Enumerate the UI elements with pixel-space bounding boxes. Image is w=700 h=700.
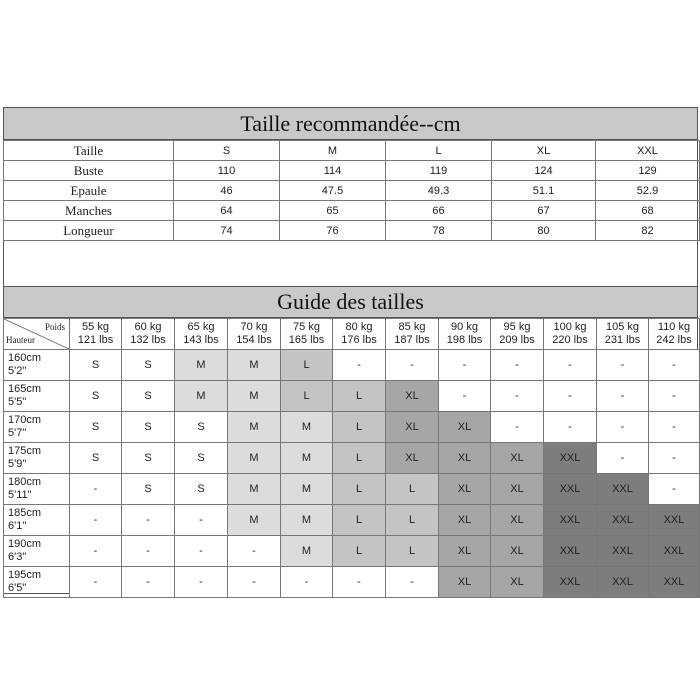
weight-kg: 110 kg	[657, 321, 691, 333]
weight-kg: 70 kg	[240, 321, 268, 333]
height-ft: 5'7"	[8, 427, 27, 439]
measurement-label: Longueur	[4, 221, 174, 241]
recommended-row	[4, 181, 700, 201]
recommended-size-table	[3, 140, 700, 241]
measurement-value: 114	[280, 161, 386, 181]
measurement-value: 80	[492, 221, 596, 241]
size-cell: XXL	[649, 505, 700, 536]
size-cell: -	[386, 567, 439, 598]
size-cell: M	[228, 412, 281, 443]
size-cell: XXL	[597, 567, 649, 598]
height-row	[4, 505, 700, 536]
weight-header-cell	[649, 319, 700, 350]
size-cell: -	[597, 350, 649, 381]
weight-lbs: 132 lbs	[130, 334, 166, 346]
measurement-value: 64	[174, 201, 280, 221]
size-cell: -	[175, 567, 228, 598]
size-cell: M	[228, 505, 281, 536]
height-row	[4, 443, 700, 474]
size-cell: M	[281, 505, 333, 536]
size-cell: M	[228, 443, 281, 474]
weight-lbs: 165 lbs	[288, 334, 325, 346]
height-axis-label: Hauteur	[6, 335, 35, 345]
measurement-value: 51.1	[492, 181, 596, 201]
size-cell: XL	[439, 536, 491, 567]
size-cell: XL	[439, 505, 491, 536]
measurement-value: 110	[174, 161, 280, 181]
size-cell: XL	[439, 443, 491, 474]
size-cell: XL	[439, 412, 491, 443]
weight-header-cell	[122, 319, 175, 350]
size-cell: -	[597, 381, 649, 412]
weight-header-row	[4, 319, 700, 350]
size-cell: -	[491, 381, 544, 412]
height-ft: 6'3"	[8, 551, 27, 563]
corner-cell	[4, 319, 70, 350]
height-header-cell	[4, 536, 70, 567]
size-cell: XL	[491, 474, 544, 505]
weight-lbs: 209 lbs	[499, 334, 535, 346]
weight-kg: 60 kg	[134, 321, 162, 333]
size-cell: XXL	[544, 567, 597, 598]
recommended-row	[4, 141, 700, 161]
size-cell: XXL	[544, 536, 597, 567]
size-cell: -	[228, 536, 281, 567]
height-header-cell	[4, 350, 70, 381]
size-cell: -	[70, 505, 122, 536]
size-cell: L	[281, 381, 333, 412]
size-cell: -	[122, 536, 175, 567]
size-cell: L	[386, 536, 439, 567]
weight-header-cell	[333, 319, 386, 350]
weight-kg: 90 kg	[451, 321, 478, 333]
size-cell: S	[122, 443, 175, 474]
size-cell: S	[122, 381, 175, 412]
size-cell: -	[597, 412, 649, 443]
weight-lbs: 198 lbs	[446, 334, 483, 346]
weight-kg: 100 kg	[553, 321, 587, 333]
size-cell: -	[544, 412, 597, 443]
height-header-cell	[4, 567, 70, 598]
size-cell: -	[439, 381, 491, 412]
height-cm: 180cm	[8, 476, 42, 488]
height-ft: 6'1"	[8, 520, 27, 532]
measurement-value: 65	[280, 201, 386, 221]
measurement-value: L	[386, 141, 492, 161]
size-cell: XL	[491, 567, 544, 598]
weight-kg: 75 kg	[293, 321, 320, 333]
blank-spacer	[4, 240, 697, 286]
measurement-value: 82	[596, 221, 700, 241]
measurement-value: M	[280, 141, 386, 161]
size-cell: M	[175, 350, 228, 381]
height-cm: 160cm	[8, 352, 42, 364]
measurement-value: XL	[492, 141, 596, 161]
size-cell: L	[333, 536, 386, 567]
height-ft: 5'5"	[8, 396, 27, 408]
height-cm: 165cm	[8, 383, 42, 395]
measurement-value: 66	[386, 201, 492, 221]
size-cell: L	[281, 350, 333, 381]
weight-header-cell	[281, 319, 333, 350]
height-cm: 170cm	[8, 414, 42, 426]
size-cell: XL	[491, 443, 544, 474]
weight-header-cell	[175, 319, 228, 350]
measurement-value: 119	[386, 161, 492, 181]
height-row	[4, 474, 700, 505]
size-cell: XL	[386, 443, 439, 474]
measurement-value: S	[174, 141, 280, 161]
size-cell: L	[333, 381, 386, 412]
size-cell: -	[649, 474, 700, 505]
measurement-value: 76	[280, 221, 386, 241]
recommended-row	[4, 161, 700, 181]
size-cell: -	[491, 350, 544, 381]
weight-header-cell	[544, 319, 597, 350]
size-cell: S	[70, 412, 122, 443]
size-cell: L	[386, 474, 439, 505]
size-cell: -	[228, 567, 281, 598]
size-cell: -	[122, 567, 175, 598]
height-cm: 190cm	[8, 538, 42, 550]
weight-kg: 105 kg	[605, 321, 640, 333]
weight-lbs: 231 lbs	[604, 334, 641, 346]
size-cell: S	[122, 474, 175, 505]
size-cell: -	[544, 381, 597, 412]
size-cell: -	[281, 567, 333, 598]
measurement-label: Manches	[4, 201, 174, 221]
size-cell: -	[70, 536, 122, 567]
weight-header-cell	[491, 319, 544, 350]
height-header-cell	[4, 443, 70, 474]
height-header-cell	[4, 381, 70, 412]
height-row	[4, 381, 700, 412]
height-ft: 5'2"	[8, 365, 27, 377]
height-row	[4, 350, 700, 381]
weight-header-cell	[228, 319, 281, 350]
size-cell: M	[281, 412, 333, 443]
recommended-row	[4, 221, 700, 241]
weight-header-cell	[70, 319, 122, 350]
measurement-value: 46	[174, 181, 280, 201]
measurement-value: 67	[492, 201, 596, 221]
weight-header-cell	[597, 319, 649, 350]
weight-header-cell	[439, 319, 491, 350]
size-cell: -	[649, 381, 700, 412]
measurement-value: 49.3	[386, 181, 492, 201]
size-cell: XXL	[649, 536, 700, 567]
size-cell: XXL	[544, 505, 597, 536]
measurement-value: 78	[386, 221, 492, 241]
height-row	[4, 567, 700, 598]
measurement-label: Taille	[4, 141, 174, 161]
height-ft: 5'9"	[8, 458, 27, 470]
size-cell: -	[70, 567, 122, 598]
size-cell: XL	[491, 536, 544, 567]
weight-lbs: 176 lbs	[341, 334, 377, 346]
measurement-label: Buste	[4, 161, 174, 181]
size-cell: -	[386, 350, 439, 381]
size-cell: S	[122, 412, 175, 443]
size-cell: -	[491, 412, 544, 443]
size-cell: -	[649, 350, 700, 381]
size-cell: -	[175, 536, 228, 567]
size-cell: S	[70, 350, 122, 381]
size-cell: M	[228, 474, 281, 505]
size-cell: S	[70, 381, 122, 412]
height-row	[4, 412, 700, 443]
height-ft: 5'11"	[8, 489, 32, 501]
size-cell: S	[70, 443, 122, 474]
size-cell: S	[175, 443, 228, 474]
size-cell: -	[122, 505, 175, 536]
size-cell: -	[544, 350, 597, 381]
size-cell: XXL	[597, 536, 649, 567]
size-cell: S	[175, 412, 228, 443]
weight-kg: 95 kg	[503, 321, 531, 333]
size-cell: -	[175, 505, 228, 536]
weight-kg: 65 kg	[187, 321, 215, 333]
size-cell: S	[175, 474, 228, 505]
size-cell: XL	[491, 505, 544, 536]
size-cell: M	[228, 381, 281, 412]
size-guide-table	[3, 318, 700, 598]
size-cell: XXL	[597, 474, 649, 505]
size-cell: -	[649, 412, 700, 443]
size-cell: XL	[386, 381, 439, 412]
height-header-cell	[4, 474, 70, 505]
recommended-size-title: Taille recommandée--cm	[4, 108, 697, 140]
weight-lbs: 121 lbs	[77, 334, 114, 346]
weight-header-cell	[386, 319, 439, 350]
size-cell: -	[333, 567, 386, 598]
size-cell: M	[281, 474, 333, 505]
size-cell: L	[333, 505, 386, 536]
height-cm: 195cm	[8, 569, 42, 581]
weight-kg: 80 kg	[345, 321, 373, 333]
measurement-label: Epaule	[4, 181, 174, 201]
size-cell: L	[333, 443, 386, 474]
measurement-value: 47.5	[280, 181, 386, 201]
size-cell: XXL	[597, 505, 649, 536]
height-header-cell	[4, 412, 70, 443]
size-cell: L	[333, 474, 386, 505]
height-ft: 6'5"	[8, 582, 27, 594]
weight-lbs: 143 lbs	[183, 334, 219, 346]
size-cell: XXL	[649, 567, 700, 598]
recommended-row	[4, 201, 700, 221]
measurement-value: 74	[174, 221, 280, 241]
size-cell: L	[333, 412, 386, 443]
height-header-cell	[4, 505, 70, 536]
size-cell: -	[597, 443, 649, 474]
size-cell: XXL	[544, 443, 597, 474]
size-cell: XL	[439, 474, 491, 505]
height-row	[4, 536, 700, 567]
size-cell: -	[439, 350, 491, 381]
weight-kg: 55 kg	[82, 321, 109, 333]
measurement-value: XXL	[596, 141, 700, 161]
weight-lbs: 220 lbs	[552, 334, 588, 346]
size-cell: XXL	[544, 474, 597, 505]
size-cell: -	[333, 350, 386, 381]
size-cell: M	[228, 350, 281, 381]
weight-axis-label: Poids	[44, 322, 65, 332]
measurement-value: 52.9	[596, 181, 700, 201]
size-cell: -	[649, 443, 700, 474]
measurement-value: 68	[596, 201, 700, 221]
measurement-value: 129	[596, 161, 700, 181]
size-cell: L	[386, 505, 439, 536]
weight-lbs: 187 lbs	[394, 334, 430, 346]
size-cell: M	[281, 536, 333, 567]
height-cm: 185cm	[8, 507, 42, 519]
weight-lbs: 242 lbs	[656, 334, 692, 346]
size-cell: XL	[386, 412, 439, 443]
measurement-value: 124	[492, 161, 596, 181]
size-guide-title: Guide des tailles	[4, 286, 697, 318]
size-chart-frame	[3, 107, 698, 594]
size-cell: XL	[439, 567, 491, 598]
size-cell: M	[281, 443, 333, 474]
weight-kg: 85 kg	[398, 321, 426, 333]
height-cm: 175cm	[8, 445, 42, 457]
size-cell: S	[122, 350, 175, 381]
weight-lbs: 154 lbs	[236, 334, 272, 346]
size-cell: M	[175, 381, 228, 412]
size-cell: -	[70, 474, 122, 505]
